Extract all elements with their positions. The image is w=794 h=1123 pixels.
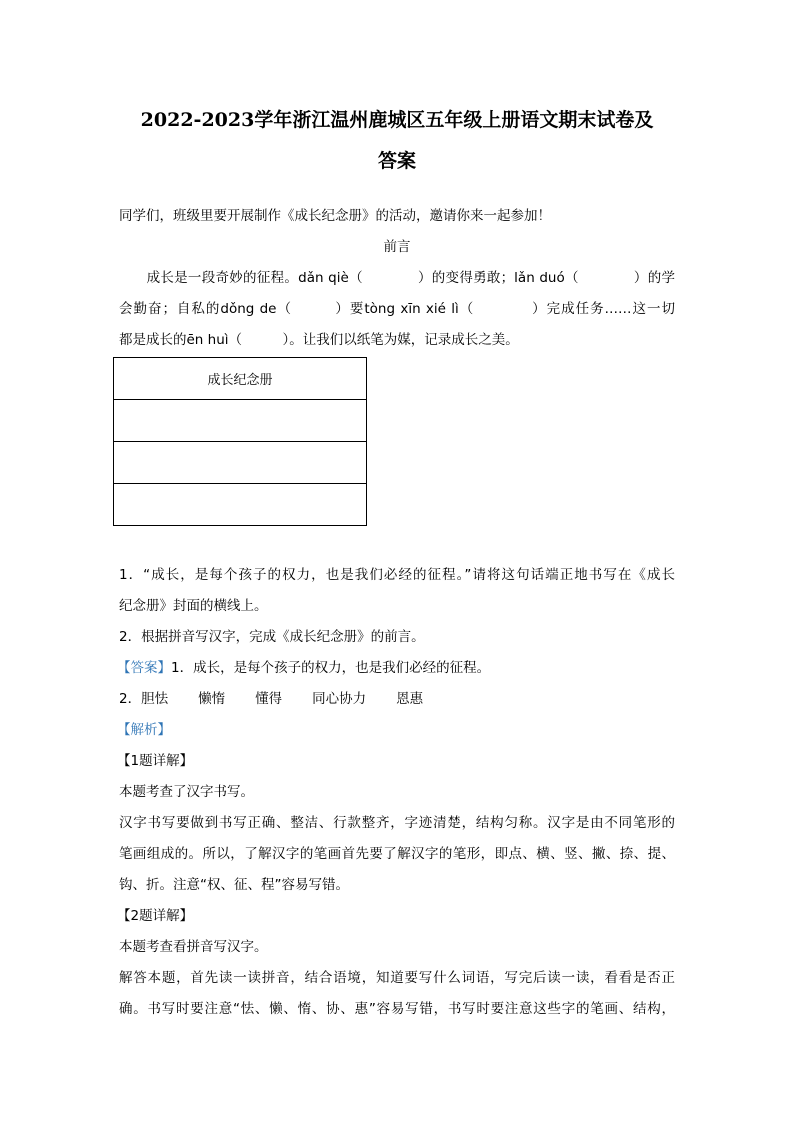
detail-1-heading: 【1题详解】	[117, 753, 194, 769]
question-1-line: 纪念册》封面的横线上。	[119, 598, 268, 614]
answer-word: 懂得	[255, 691, 283, 707]
answer-word: 2．胆怯	[119, 691, 169, 707]
question-2: 2．根据拼音写汉字，完成《成长纪念册》的前言。	[119, 629, 425, 645]
answer-label: 【答案】	[117, 660, 171, 676]
question-1-line: 1．“成长，是每个孩子的权力，也是我们必经的征程。”请将这句话端正地书写在《成长	[119, 567, 675, 583]
preface-line: 都是成长的ēn huì（ ）。让我们以纸笔为媒，记录成长之美。	[119, 332, 519, 348]
preface-line: 成长是一段奇妙的征程。dǎn qiè（ ）的变得勇敢；lǎn duó（ ）的学	[119, 270, 675, 286]
answer-word: 懒惰	[198, 691, 226, 707]
answer-line-1	[117, 659, 673, 677]
answer-line-2	[119, 690, 675, 708]
table-row	[114, 484, 367, 526]
detail-2-line: 确。书写时要注意“怯、懒、惰、协、惠”容易写错，书写时要注意这些字的笔画、结构，	[119, 1001, 675, 1017]
detail-1-line: 钩、折。注意“权、征、程”容易写错。	[119, 877, 349, 893]
table-row	[114, 400, 367, 442]
answer-word: 同心协力	[312, 691, 367, 707]
memorial-book-table	[113, 357, 367, 526]
answer-word: 恩惠	[396, 691, 424, 707]
detail-2-heading: 【2题详解】	[117, 908, 194, 924]
preface-heading: 前言	[383, 239, 411, 255]
document-title-line-2: 答案	[377, 150, 416, 172]
answer-1: 1．成长，是每个孩子的权力，也是我们必经的征程。	[171, 660, 491, 676]
document-title-line-1: 2022-2023学年浙江温州鹿城区五年级上册语文期末试卷及	[140, 109, 654, 131]
preface-line: 会勤奋；自私的dǒng de（ ）要tòng xīn xié lì（ ）完成任务……这一切	[119, 301, 675, 317]
detail-1-line: 本题考查了汉字书写。	[119, 784, 254, 800]
detail-2-line: 解答本题，首先读一读拼音，结合语境，知道要写什么词语，写完后读一读，看看是否正	[119, 970, 675, 986]
intro-text: 同学们，班级里要开展制作《成长纪念册》的活动，邀请你来一起参加！	[119, 208, 551, 224]
detail-1-line: 笔画组成的。所以，了解汉字的笔画首先要了解汉字的笔形，即点、横、竖、撇、捺、提、	[119, 846, 675, 862]
table-row	[114, 442, 367, 484]
analysis-label: 【解析】	[117, 722, 171, 738]
detail-1-line: 汉字书写要做到书写正确、整洁、行款整齐，字迹清楚，结构匀称。汉字是由不同笔形的	[119, 815, 675, 831]
detail-2-line: 本题考查看拼音写汉字。	[119, 939, 268, 955]
table-header: 成长纪念册	[114, 358, 367, 400]
